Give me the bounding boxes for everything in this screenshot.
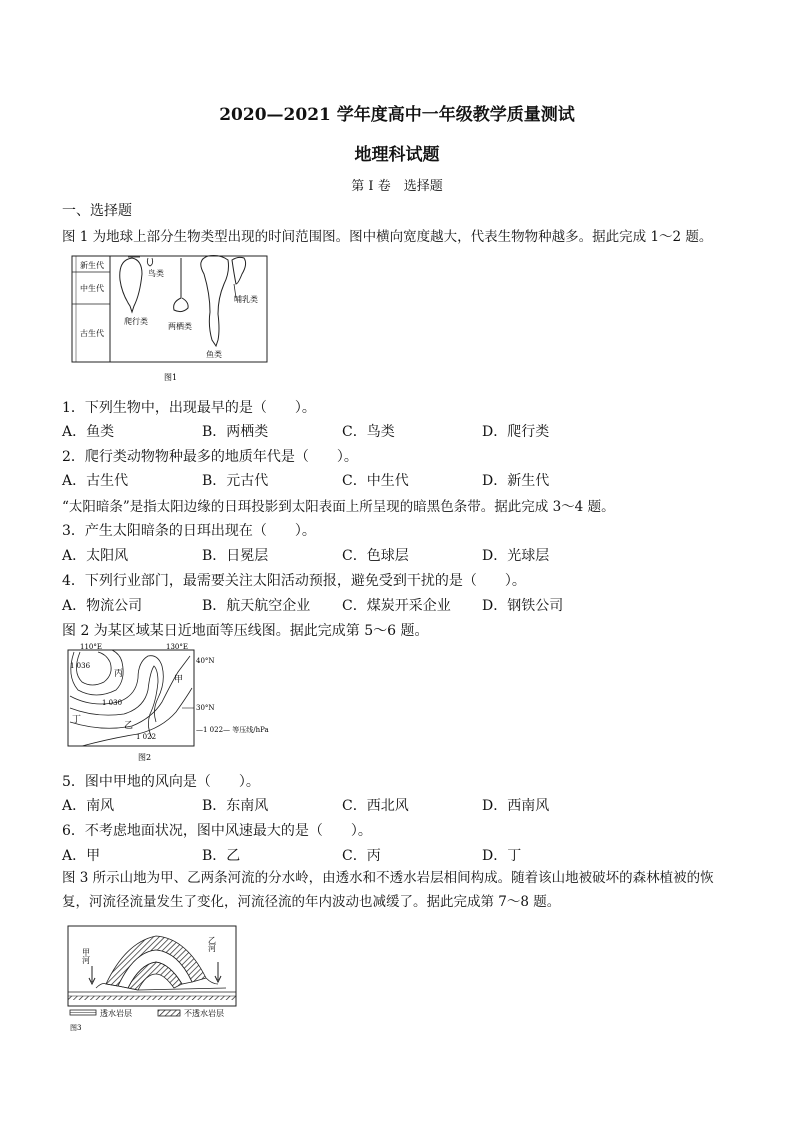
label-reptiles: 爬行类 — [124, 317, 148, 326]
q5-option-c[interactable]: C．西北风 — [342, 798, 409, 814]
legend-permeable: 透水岩层 — [100, 1009, 132, 1018]
figure-3 — [66, 922, 240, 1034]
legend-impermeable-swatch — [158, 1010, 180, 1016]
q2-stem: 2．爬行类动物物种最多的地质年代是（ ）。 — [62, 449, 358, 465]
reptiles-shape — [120, 258, 142, 312]
q5-option-d[interactable]: D．西南风 — [482, 798, 550, 814]
q5-option-a[interactable]: A．南风 — [62, 798, 115, 814]
label-amphibians: 两栖类 — [168, 322, 192, 331]
point-jia: 甲 — [174, 675, 184, 685]
figure-1-caption: 图1 — [164, 373, 178, 382]
q6-option-a[interactable]: A．甲 — [62, 848, 101, 864]
q6-option-c[interactable]: C．丙 — [342, 848, 381, 864]
mammals-shape — [232, 257, 246, 284]
q1-option-b[interactable]: B．两栖类 — [202, 424, 269, 440]
q2-option-c[interactable]: C．中生代 — [342, 473, 409, 489]
era-mesozoic: 中生代 — [80, 284, 104, 293]
point-bing: 丙 — [114, 669, 124, 679]
q1-option-c[interactable]: C．鸟类 — [342, 424, 395, 440]
fish-shape — [201, 256, 229, 347]
q4-option-c[interactable]: C．煤炭开采企业 — [342, 598, 451, 614]
q1-stem: 1．下列生物中，出现最早的是（ ）。 — [62, 400, 316, 416]
q3-stem: 3．产生太阳暗条的日珥出现在（ ）。 — [62, 523, 316, 539]
era-cenozoic: 新生代 — [80, 261, 104, 270]
point-yi: 乙 — [124, 721, 134, 731]
q2-option-b[interactable]: B．元古代 — [202, 473, 269, 489]
q4-stem: 4．下列行业部门，最需要关注太阳活动预报，避免受到干扰的是（ ）。 — [62, 573, 526, 589]
figure-2 — [62, 642, 292, 764]
isobar-label-1036: 1 036 — [70, 662, 91, 670]
q6-stem: 6．不考虑地面状况，图中风速最大的是（ ）。 — [62, 823, 372, 839]
q1-option-a[interactable]: A．鱼类 — [62, 424, 115, 440]
lat-30: 30°N — [196, 704, 215, 712]
q4-option-a[interactable]: A．物流公司 — [62, 598, 143, 614]
legend-impermeable: 不透水岩层 — [184, 1009, 224, 1018]
figure-1 — [68, 254, 273, 384]
q6-option-b[interactable]: B．乙 — [202, 848, 241, 864]
q4-option-d[interactable]: D．钢铁公司 — [482, 598, 564, 614]
label-river-yi: 乙河 — [207, 936, 217, 952]
page-title: 2020—2021 学年度高中一年级教学质量测试 — [219, 105, 575, 125]
subject-title: 地理科试题 — [354, 145, 440, 165]
isobar-label-1030: 1 030 — [102, 699, 123, 707]
q5-option-b[interactable]: B．东南风 — [202, 798, 269, 814]
label-fish: 鱼类 — [206, 350, 222, 359]
lat-40: 40°N — [196, 657, 215, 665]
intro-q3-4: “太阳暗条”是指太阳边缘的日珥投影到太阳表面上所呈现的暗黑色条带。据此完成 3～4 题。 — [62, 499, 615, 515]
section-heading: 一、选择题 — [62, 203, 132, 219]
intro-q7-8: 图 3 所示山地为甲、乙两条河流的分水岭，由透水和不透水岩层相间构成。随着该山地被破坏的森林植被的恢复，河流径流量发生了变化，河流径流的年内波动也减缓了。据此完成第 7～8 题。 — [62, 870, 714, 910]
q2-option-a[interactable]: A．古生代 — [62, 473, 129, 489]
figure-2-caption: 图2 — [138, 753, 152, 762]
lon-130: 130°E — [166, 643, 188, 651]
amphibians-shape — [174, 258, 188, 312]
intro-q5-6: 图 2 为某区域某日近地面等压线图。据此完成第 5～6 题。 — [62, 623, 429, 639]
q3-option-c[interactable]: C．色球层 — [342, 548, 409, 564]
q6-option-d[interactable]: D．丁 — [482, 848, 522, 864]
figure-2-legend: —1 022— 等压线/hPa — [196, 726, 269, 734]
q3-option-b[interactable]: B．日冕层 — [202, 548, 269, 564]
label-river-jia: 甲河 — [81, 948, 91, 964]
point-ding: 丁 — [72, 715, 82, 725]
birds-shape — [147, 258, 152, 266]
q4-option-b[interactable]: B．航天航空企业 — [202, 598, 311, 614]
volume-title: 第 I 卷 选择题 — [351, 179, 443, 194]
label-birds: 鸟类 — [148, 269, 164, 278]
figure-3-caption: 图3 — [70, 1024, 82, 1032]
lon-110: 110°E — [80, 643, 102, 651]
q5-stem: 5．图中甲地的风向是（ ）。 — [62, 774, 260, 790]
q2-option-d[interactable]: D．新生代 — [482, 473, 550, 489]
q3-option-d[interactable]: D．光球层 — [482, 548, 550, 564]
q1-option-d[interactable]: D．爬行类 — [482, 424, 550, 440]
label-mammals: 哺乳类 — [234, 295, 258, 304]
q3-option-a[interactable]: A．太阳风 — [62, 548, 129, 564]
isobar-label-1022: 1 022 — [136, 733, 157, 741]
intro-q1-2: 图 1 为地球上部分生物类型出现的时间范围图。图中横向宽度越大，代表生物物种越多。据此完成 1～2 题。 — [62, 229, 713, 245]
era-paleozoic: 古生代 — [80, 329, 104, 338]
